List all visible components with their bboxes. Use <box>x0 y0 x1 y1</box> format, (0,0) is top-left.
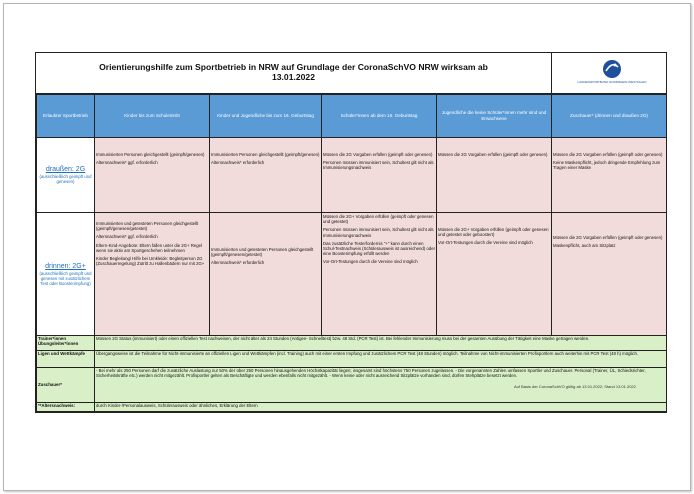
cell-text: Immunisierten Personen gleichgestellt (geimpft/genesen) <box>211 152 320 157</box>
row-label-big: drinnen: 2G+ <box>45 262 86 270</box>
table-cell <box>322 213 437 336</box>
cell-text: Personen müssen immunisiert sein, Schultest gilt nicht als Immunisierungsnachweis <box>323 160 434 171</box>
cell-text: Maskenpflicht, auch am Sitzplatz <box>553 243 616 249</box>
col-header: Zuschauer* (drinnen und draußen 2G) <box>552 95 667 138</box>
title-line-2: 13.01.2022 <box>271 72 315 82</box>
info-sheet <box>35 52 667 413</box>
cell-text: Vor-Ort-Testungen durch die Vereine sind möglich <box>438 240 533 246</box>
row-label-big: draußen: 2G <box>45 166 86 173</box>
title-line-1: Orientierungshilfe zum Sportbetrieb in NRW auf Grundlage der CoronaSchVO NRW wirksam ab <box>99 62 488 72</box>
cell-text: Kinder Begleitung/ Hilfe bei Umkleide: Begleitperson 2G (Zuschauerregelung) Zutritt zu Hallenbädern nur mit 2G+ <box>96 256 205 267</box>
note-label: Trainer*innen Übungsleiter*innen <box>37 336 95 351</box>
footer-note: Auf Basis der CoronaSchVO gültig ab 13.01.2022; Stand 13.01.2022 <box>514 384 636 389</box>
table-cell <box>437 138 552 213</box>
note-text: Übergangsweise ist die Teilnahme für Nicht-immunisierte an offiziellen Ligen und Wettkämpfen (incl. Training) auch mit einer ersten Impfung und zusätzlichem PCR Test (48 Stunden) möglich. Teilnahme von Nicht-immunisierten Profisportlern auch weiterhin mit PCR Test (48 h) möglich. <box>95 351 667 368</box>
cell-text: Müssen die 2G+ Vorgaben erfüllen (geimpft oder genesen und getestet) <box>323 214 434 225</box>
sheet-header <box>36 53 666 94</box>
cell-text: Das zusätzliche Testerfordernis "+" kann durch einen Schul-Testnachweis (Schülerausweis ist ausreichend) oder eine Boosterimpfung erfüllt werden <box>323 240 436 257</box>
cell-text: Immunisierten Personen gleichgestellt (geimpft/genesen) <box>96 152 205 157</box>
lsb-logo <box>562 57 662 89</box>
col-header: Erlaubter Sportbetrieb <box>37 95 95 138</box>
document-page <box>3 3 691 491</box>
table-cell <box>95 213 210 336</box>
note-text: Müssen 2G Status (immunisiert) oder einen offiziellen Test nachweisen, der nicht älter als 24 Stunden (Antigen- Schnelltest) bzw. 48 Std. (PCR Test) ist. Bei fehlender Immunisierung muss bei der gesamten Ausübung der Tätigkeit eine Maske getragen werden. <box>95 336 667 351</box>
cell-text: Immunisierten und getesteten Personen gleichgestellt (geimpft/genesen/getestet) <box>211 247 314 258</box>
col-header: Schüler*innen ab dem 16. Geburtstag <box>322 95 437 138</box>
cell-text: Keine Maskenpflicht, jedoch dringende Empfehlung zum Tragen einer Maske <box>553 160 661 171</box>
table-cell <box>210 213 322 336</box>
table-cell <box>437 213 552 336</box>
note-row-age-proof <box>37 403 667 412</box>
table-cell <box>322 138 437 213</box>
note-row-trainer <box>37 336 667 351</box>
table-cell <box>210 138 322 213</box>
row-label-small: (ausschließlich geimpft und genesen) <box>39 174 92 184</box>
note-row-leagues <box>37 351 667 368</box>
cell-text: Müssen die 2G Vorgaben erfüllen (geimpft oder genesen) <box>553 152 663 157</box>
rules-table <box>36 94 667 412</box>
row-indoor <box>37 213 667 336</box>
cell-text: Eltern-Kind-Angebote: Eltern fallen unter die 2G+ Regel wenn sie aktiv am Sportgeschehen teilnehmen <box>96 242 202 253</box>
table-cell <box>552 213 667 336</box>
note-text: durch Kinder-/Personalausweis, Schülerausweis oder ähnliches, Erklärung der Eltern <box>95 403 667 412</box>
col-header: Jugendliche die keine Schüler*innen mehr sind und Erwachsene <box>437 95 552 138</box>
logo-text: LANDESSPORTBUND NORDRHEIN-WESTFALEN <box>577 80 647 84</box>
note-label: **Altersnachweis: <box>37 403 95 412</box>
col-header: Kinder und Jugendliche bis zum 16. Geburtstag <box>210 95 322 138</box>
row-label-indoor <box>37 213 95 336</box>
cell-text: Vor-Ort-Testungen durch die Vereine sind möglich <box>323 259 418 265</box>
cell-text: Altersnachweis* ggf. erforderlich <box>96 234 158 240</box>
cell-text: Altersnachweis* erforderlich <box>211 260 265 266</box>
table-cell <box>95 138 210 213</box>
col-header: Kinder bis zum Schuleintritt <box>95 95 210 138</box>
cell-text: Müssen die 2G Vorgaben erfüllen (geimpft oder genesen) <box>323 152 433 157</box>
cell-text: Altersnachweis* ggf. erforderlich <box>96 160 158 166</box>
cell-text: Altersnachweis* erforderlich <box>211 160 265 166</box>
table-cell <box>552 138 667 213</box>
column-headers <box>37 95 667 138</box>
note-label: Ligen und Wettkämpfe <box>37 351 95 368</box>
page-title <box>36 53 552 93</box>
cell-text: Müssen die 2G Vorgaben erfüllen (geimpft oder genesen) <box>553 235 663 240</box>
row-outdoor <box>37 138 667 213</box>
note-text: - Bei mehr als 250 Personen darf die zusätzliche Auslastung nur 50% der über 250 Personen hinausgehenden Höchstkapazität liegen; insgesamt sind höchstens 750 Personen zugelassen. - Die vorgenannten Zahlen umfassen Sportler und Zuschauer. Personal (Trainer, ÜL, Schiedsrichter, Sicherheitskräfte etc.) werden nicht mitgezählt. Profisportler gelten als Beschäftigte und werden ebenfalls nicht mitgezählt. - Wenn keine oder nicht ausreichend Sitzplätze vorhanden sind, dürfen Stehplätze besetzt werden. <box>95 368 667 403</box>
row-label-small: (ausschließlich geimpft und genesen mit zusätzlichem Test oder Boosterimpfung) <box>39 270 92 286</box>
note-label: Zuschauer* <box>37 368 95 403</box>
cell-text: Immunisierten und getesteten Personen gleichgestellt (geimpft/genesen/getestet) <box>96 221 199 232</box>
cell-text: Müssen die 2G+ Vorgaben erfüllen (geimpft oder genesen und getestet oder geboostert) <box>438 227 549 238</box>
cell-text: Müssen die 2G Vorgaben erfüllen (geimpft oder genesen) <box>438 152 548 157</box>
cell-text: Personen müssen immunisiert sein, Schultest gilt nicht als Immunisierungsnachweis <box>323 227 434 238</box>
row-label-outdoor <box>37 138 95 213</box>
